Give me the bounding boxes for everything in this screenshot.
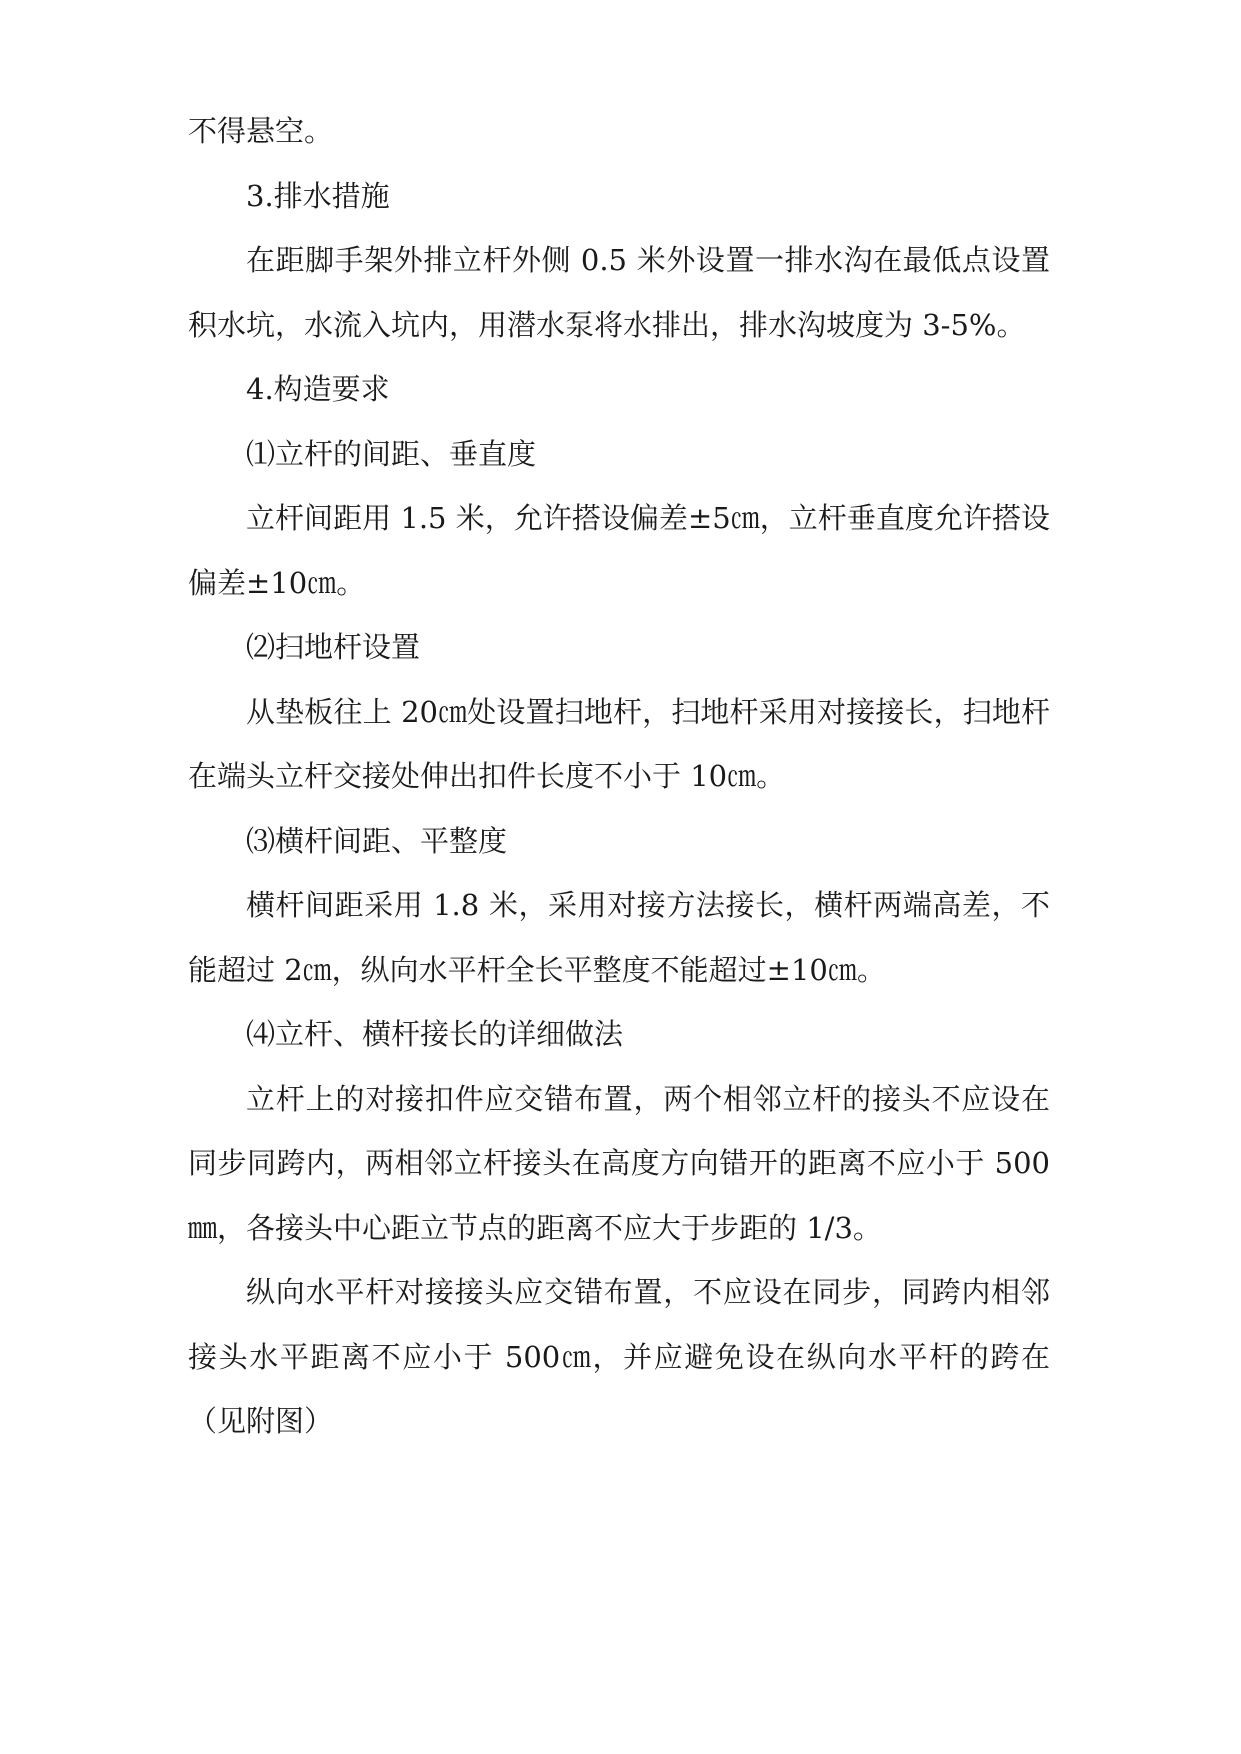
subheading-sweep-rod: ⑵扫地杆设置 bbox=[246, 630, 421, 664]
paragraph-sweep-rod: 从垫板往上 20㎝处设置扫地杆，扫地杆采用对接接长，扫地杆在端头立杆交接处伸出扣件长度不小于 10㎝。 bbox=[188, 694, 1050, 793]
paragraph-pole-spacing: 立杆间距用 1.5 米，允许搭设偏差±5㎝，立杆垂直度允许搭设偏差±10㎝。 bbox=[188, 501, 1050, 600]
subheading-extension-method: ⑷立杆、横杆接长的详细做法 bbox=[246, 1017, 624, 1051]
paragraph-crossbar: 横杆间距采用 1.8 米，采用对接方法接长，横杆两端高差，不能超过 2㎝，纵向水平杆全长平整度不能超过±10㎝。 bbox=[188, 888, 1050, 987]
paragraph-pole-extension: 立杆上的对接扣件应交错布置，两个相邻立杆的接头不应设在同步同跨内，两相邻立杆接头在高度方向错开的距离不应小于 500㎜，各接头中心距立节点的距离不应大于步距的 1/3。 bbox=[188, 1081, 1050, 1245]
subheading-pole-spacing: ⑴立杆的间距、垂直度 bbox=[246, 436, 537, 471]
section-heading-structure: 4.构造要求 bbox=[246, 372, 390, 406]
paragraph-drainage: 在距脚手架外排立杆外侧 0.5 米外设置一排水沟在最低点设置积水坑，水流入坑内，用潜水泵将水排出，排水沟坡度为 3-5%。 bbox=[188, 243, 1050, 342]
paragraph-continued: 不得悬空。 bbox=[188, 114, 334, 148]
section-heading-drainage: 3.排水措施 bbox=[246, 178, 390, 213]
document-body bbox=[188, 99, 1050, 1454]
paragraph-horizontal-extension: 纵向水平杆对接接头应交错布置，不应设在同步，同跨内相邻接头水平距离不应小于 500㎝，并应避免设在纵向水平杆的跨在（见附图） bbox=[188, 1275, 1050, 1438]
subheading-crossbar: ⑶横杆间距、平整度 bbox=[246, 823, 508, 858]
